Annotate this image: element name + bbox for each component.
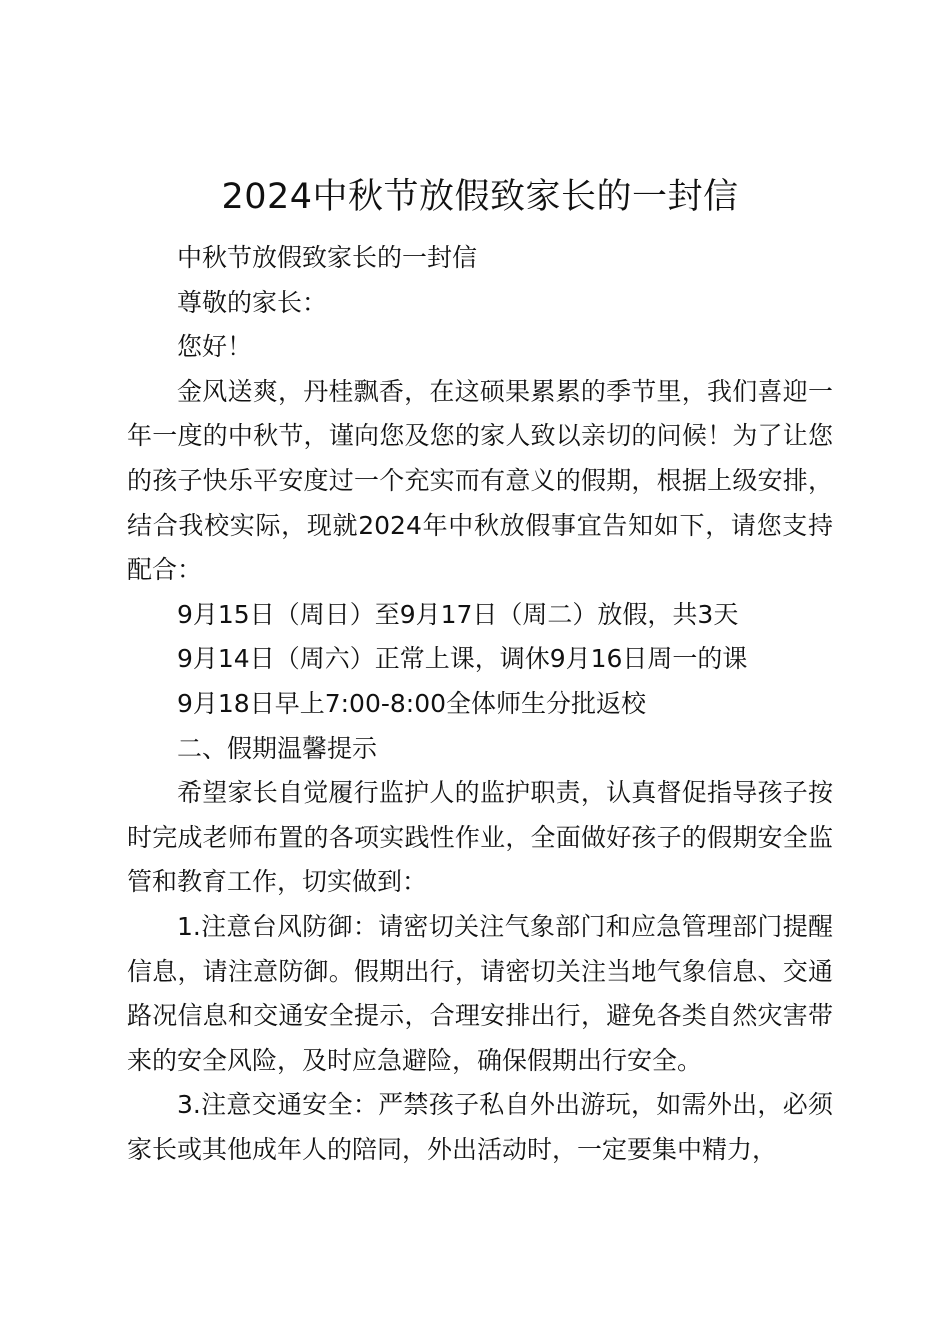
traffic-tip-paragraph: 3.注意交通安全：严禁孩子私自外出游玩，如需外出，必须家长或其他成年人的陪同，外出活动时，一定要集中精力，	[127, 1090, 833, 1164]
salutation: 尊敬的家长：	[177, 287, 328, 317]
typhoon-tip-paragraph: 1.注意台风防御：请密切关注气象部门和应急管理部门提醒信息，请注意防御。假期出行，请密切关注当地气象信息、交通路况信息和交通安全提示，合理安排出行，避免各类自然灾害带来的安全风险，及时应急避险，确保假期出行安全。	[127, 911, 833, 1075]
intro-paragraph: 金风送爽，丹桂飘香，在这硕果累累的季节里，我们喜迎一年一度的中秋节，谨向您及您的家人致以亲切的问候！为了让您的孩子快乐平安度过一个充实而有意义的假期，根据上级安排，结合我校实际，现就2024年中秋放假事宜告知如下，请您支持配合：	[127, 376, 833, 585]
document-page	[127, 170, 833, 1172]
return-school-line: 9月18日早上7:00-8:00全体师生分批返校	[177, 688, 647, 718]
parent-duty-paragraph: 希望家长自觉履行监护人的监护职责，认真督促指导孩子按时完成老师布置的各项实践性作业，全面做好孩子的假期安全监管和教育工作，切实做到：	[127, 778, 833, 897]
document-title: 2024中秋节放假致家长的一封信	[221, 177, 739, 217]
holiday-dates-line: 9月15日（周日）至9月17日（周二）放假，共3天	[177, 599, 739, 629]
greeting: 您好！	[177, 332, 253, 362]
section-heading-tips: 二、假期温馨提示	[177, 733, 378, 763]
makeup-class-line: 9月14日（周六）正常上课，调休9月16日周一的课	[177, 644, 748, 674]
subtitle-line: 中秋节放假致家长的一封信	[177, 243, 478, 272]
